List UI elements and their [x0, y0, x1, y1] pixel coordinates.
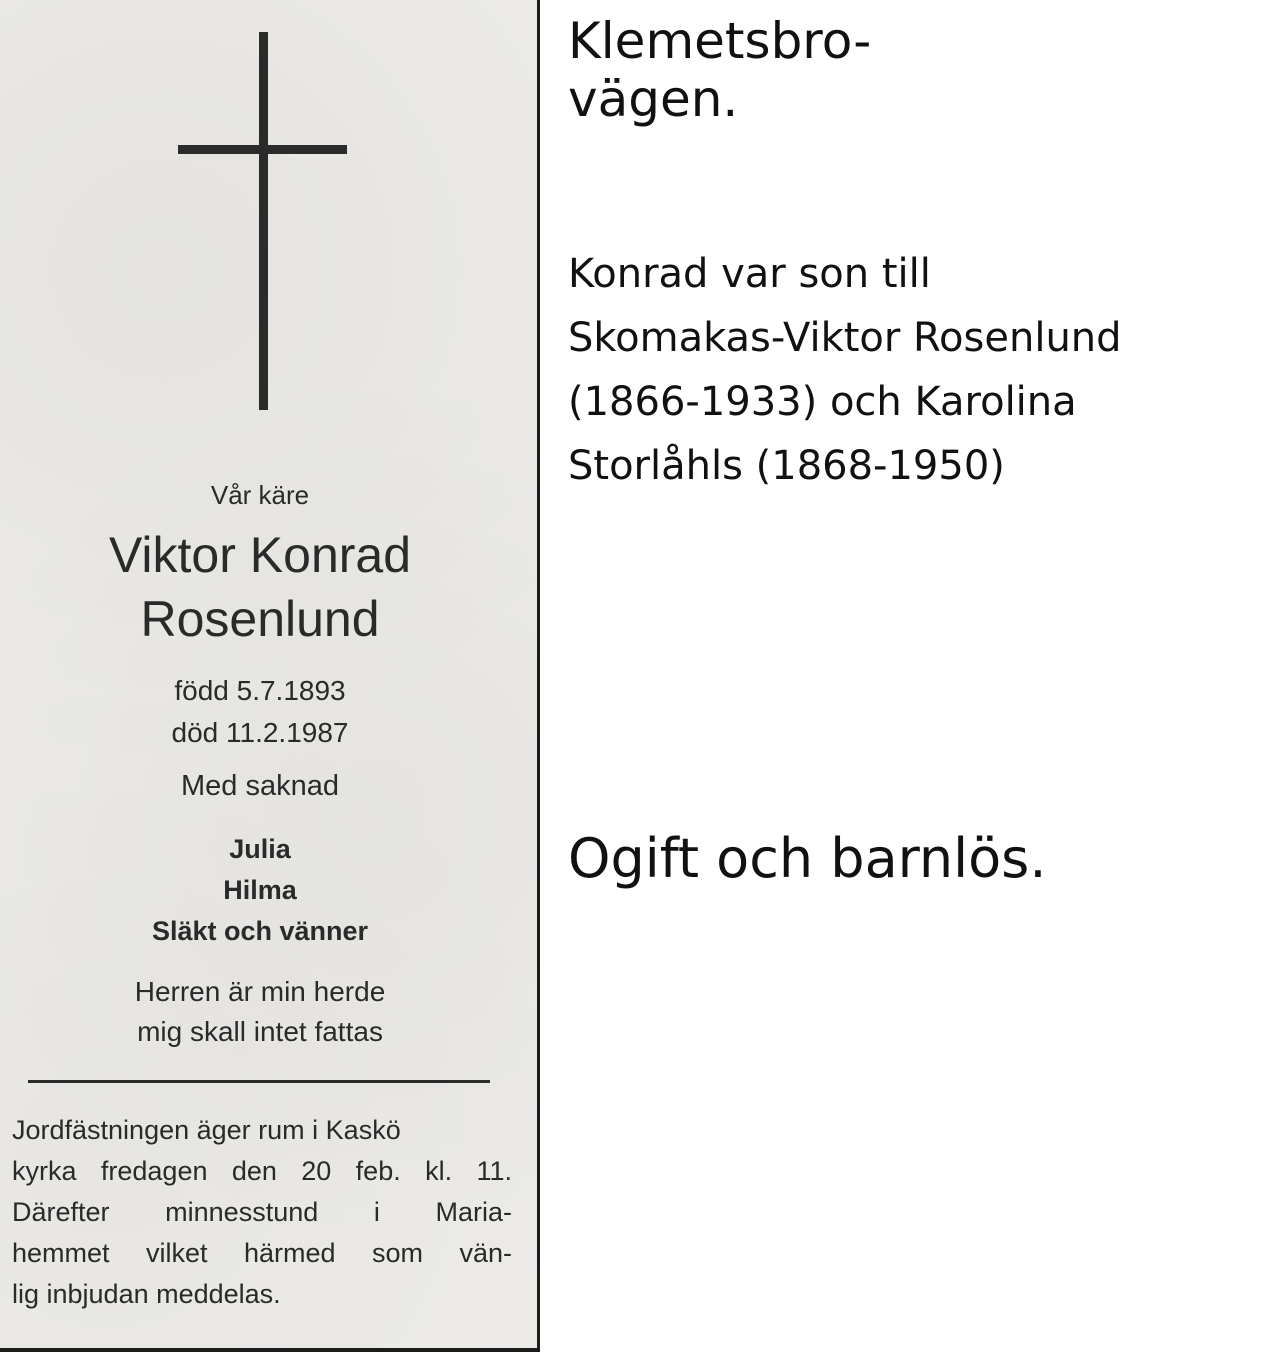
funeral-line: kyrka fredagen den 20 feb. kl. 11.	[12, 1156, 512, 1186]
parents-line: (1866-1933) och Karolina	[568, 379, 1077, 425]
funeral-line: lig inbjudan meddelas.	[12, 1279, 281, 1309]
marital-status-annotation: Ogift och barnlös.	[568, 827, 1047, 890]
mourner-name: Hilma	[223, 875, 297, 905]
parents-line: Storlåhls (1868-1950)	[568, 443, 1005, 489]
cross-icon	[0, 0, 540, 420]
mourner-name: Släkt och vänner	[151, 916, 369, 946]
funeral-announcement	[12, 1110, 512, 1315]
divider-line	[28, 1080, 490, 1083]
street-annotation	[568, 12, 871, 128]
parents-annotation	[568, 242, 1122, 498]
cross-horizontal-bar	[178, 145, 347, 154]
intro-text: Vår käre	[210, 480, 310, 510]
deceased-name-first: Viktor Konrad	[108, 527, 412, 583]
birth-date: född 5.7.1893	[174, 675, 346, 706]
funeral-line: hemmet vilket härmed som vän-	[12, 1238, 512, 1268]
cross-vertical-bar	[259, 32, 268, 410]
verse-line: mig skall intet fattas	[137, 1016, 383, 1047]
parents-line: Konrad var son till	[568, 251, 931, 297]
with-grief-text: Med saknad	[181, 770, 339, 802]
verse-line: Herren är min herde	[134, 976, 386, 1007]
street-line: vägen.	[568, 70, 739, 128]
street-line: Klemetsbro-	[568, 12, 872, 70]
funeral-line: Jordfästningen äger rum i Kaskö	[12, 1115, 401, 1145]
mourner-name: Julia	[229, 834, 291, 864]
funeral-line: Därefter minnesstund i Maria-	[12, 1197, 512, 1227]
obituary-clipping	[0, 0, 540, 1352]
death-date: död 11.2.1987	[171, 717, 349, 748]
parents-line: Skomakas-Viktor Rosenlund	[568, 315, 1122, 361]
deceased-name-last: Rosenlund	[140, 591, 380, 647]
